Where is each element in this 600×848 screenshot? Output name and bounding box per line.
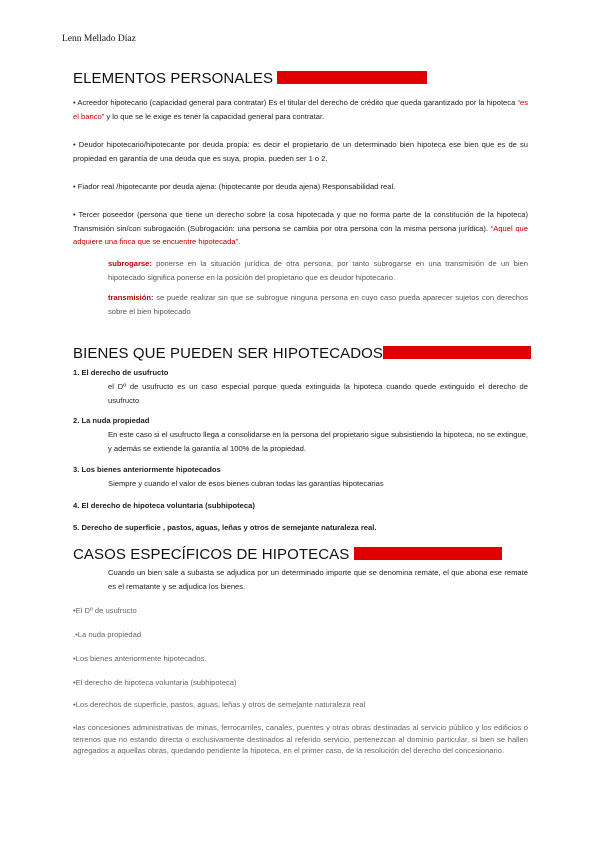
definition-term: transmisión:: [108, 293, 154, 302]
redaction-bar: [354, 547, 502, 560]
list-item: •El derecho de hipoteca voluntaria (subhipoteca): [73, 678, 237, 687]
heading-text: CASOS ESPECÍFICOS DE HIPOTECAS: [73, 546, 350, 563]
paragraph-text: Fiador real /hipotecante por deuda ajena: (hipotecante por deuda ajena) Responsabilidad real.: [77, 182, 396, 191]
author-name: Lenn Mellado Díaz: [62, 34, 136, 44]
bullet-mark: •: [73, 182, 76, 191]
section-heading-casos: [73, 546, 502, 563]
highlight-text: “es el banco”: [73, 98, 528, 121]
list-item-title: 3. Los bienes anteriormente hipotecados: [73, 465, 221, 474]
bullet-mark: •: [73, 98, 76, 107]
paragraph-text: Deudor hipotecario/hipotecante por deuda propia: es decir el propietario de un determinado bien hipoteca ese bien que es de su propiedad en garantía de una deuda que es suya, propia. pueden ser 1 o 2.: [73, 140, 528, 163]
list-item-text: En este caso si el usufructo llega a consolidarse en la persona del propietario sigue subsistiendo la hipoteca, no se extingue, y además se extiende la garantía al 100% de la propiedad.: [108, 430, 528, 453]
section-intro: Cuando un bien sale a subasta se adjudica por un determinado importe que se denomina remate, el que abona ese remate es el rematante y se adjudica los bienes.: [108, 568, 528, 591]
definition-text: se puede realizar sin que se subrogue ninguna persona en cuyo caso pueda aparecer sujetos con derechos sobre el bien hipotecado: [108, 293, 528, 316]
paragraph-acreedor: [73, 96, 528, 123]
paragraph-fiador: [73, 180, 528, 194]
section-heading-bienes: [73, 345, 531, 362]
list-item: •las concesiones administrativas de minas, ferrocarriles, canales, puentes y otras obras destinadas al servicio público y los edificios o terrenos que no estando directa o exclusivamente destinados al referido servicio, pertenezcan al dominio particular, si bien se hallen agregados a aquellas obras, quedando pendiente la hipoteca, en el primer caso, de la resolución del derecho del concesionario.: [73, 723, 528, 755]
heading-text: ELEMENTOS PERSONALES: [73, 70, 274, 87]
list-item: .•La nuda propiedad: [73, 630, 142, 639]
highlight-text: “Aquel que adquiere una finca que se encuentre hipotecada”.: [73, 223, 528, 247]
list-item: •El Dº de usufructo: [73, 606, 137, 615]
paragraph-text: Acreedor hipotecario (capacidad general para contratar) Es el titular del derecho de crédito que queda garantizado por la hipoteca: [77, 98, 518, 107]
heading-text: BIENES QUE PUEDEN SER HIPOTECADOS: [73, 345, 384, 362]
list-item: •Los derechos de superficie, pastos, aguas, leñas y otros de semejante naturaleza real: [73, 700, 366, 709]
definition-term: subrogarse:: [108, 259, 152, 268]
redaction-bar: [383, 346, 531, 359]
definition-subrogarse: [108, 257, 528, 284]
paragraph-text-end: y lo que se le exige es tener la capacidad general para contratar.: [104, 111, 325, 121]
list-item-title: 1. El derecho de usufructo: [73, 368, 169, 377]
list-item-title: 2. La nuda propiedad: [73, 416, 150, 425]
list-item: •Los bienes anteriormente hipotecados.: [73, 654, 207, 663]
list-item-title: 4. El derecho de hipoteca voluntaria (subhipoteca): [73, 501, 255, 510]
list-item-title: 5. Derecho de superficie , pastos, aguas, leñas y otros de semejante naturaleza real.: [73, 523, 377, 532]
bullet-mark: •: [73, 210, 76, 219]
list-item-text: el Dº de usufructo es un caso especial porque queda extinguida la hipoteca cuando quede extinguido el derecho de usufructo: [108, 382, 528, 405]
section-heading-elementos-personales: [73, 70, 427, 87]
paragraph-deudor: [73, 138, 528, 165]
paragraph-text: Tercer poseedor (persona que tiene un derecho sobre la cosa hipotecada y que no forma parte de la constitución de la hipoteca) Transmisión sin/con subrogación (Subrogación: una persona se cambia por otra persona con la misma persona jurídica).: [73, 210, 528, 233]
redaction-bar: [277, 71, 427, 84]
definition-text: ponerse en la situación jurídica de otra persona, por tanto subrogarse en una transmisión de un bien hipotecado significa ponerse en la posición del propietario que es deudor hipotecario.: [108, 259, 528, 282]
list-item-text: Siempre y cuando el valor de esos bienes cubran todas las garantías hipotecarias: [108, 479, 384, 488]
bullet-mark: •: [73, 140, 76, 149]
definition-transmision: [108, 291, 528, 318]
paragraph-tercer-poseedor: [73, 208, 528, 249]
